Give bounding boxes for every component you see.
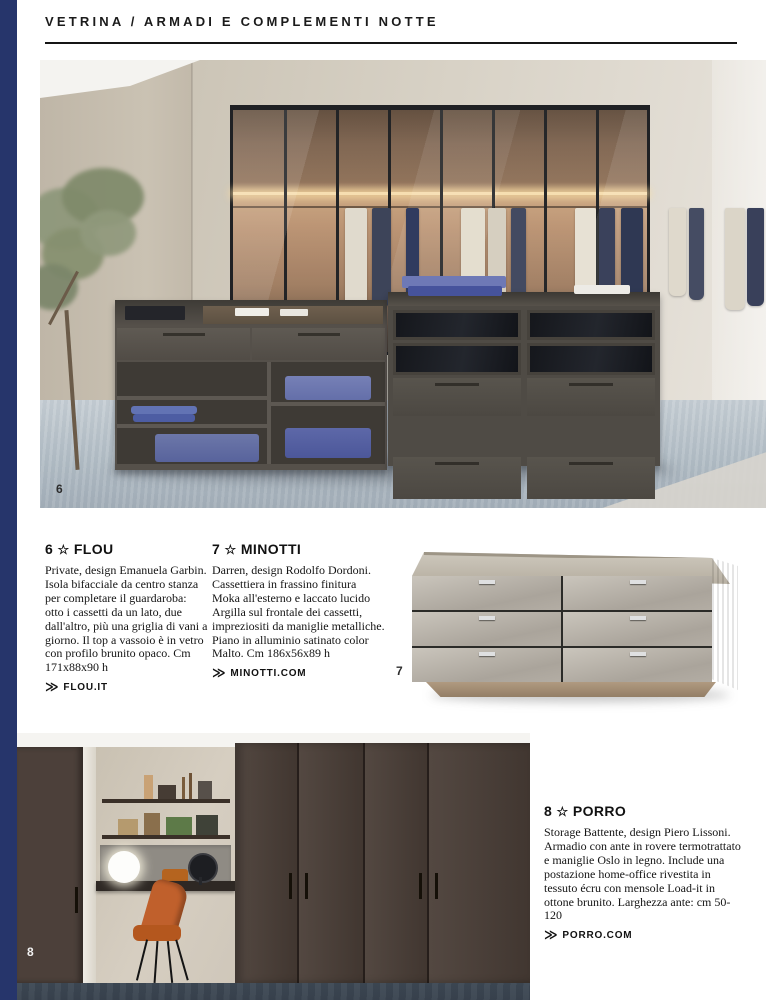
shelf bbox=[271, 402, 385, 406]
product-block-minotti bbox=[212, 542, 386, 681]
star-icon: ☆ bbox=[57, 542, 70, 557]
product-title-porro bbox=[544, 804, 744, 819]
hanging-garment bbox=[669, 208, 686, 296]
door-handle bbox=[419, 873, 422, 899]
blue-towel bbox=[131, 406, 197, 414]
star-icon: ☆ bbox=[224, 542, 237, 557]
island-drawers bbox=[117, 328, 385, 360]
door-seam bbox=[427, 743, 429, 983]
frame bbox=[198, 781, 212, 799]
product-number: 8 bbox=[544, 803, 553, 819]
product-title-minotti bbox=[212, 542, 386, 557]
box bbox=[158, 785, 176, 799]
product-title-flou bbox=[45, 542, 208, 557]
drawer bbox=[117, 328, 250, 360]
drawer bbox=[412, 576, 561, 610]
candlestick bbox=[182, 777, 185, 799]
drawer bbox=[393, 457, 521, 499]
left-accent-bar bbox=[0, 0, 17, 1000]
dresser-plinth bbox=[426, 682, 716, 697]
drawer bbox=[393, 378, 521, 416]
drawer-column bbox=[393, 310, 521, 462]
brand-name: MINOTTI bbox=[240, 541, 302, 557]
home-office-niche bbox=[96, 747, 235, 983]
glass-drawer bbox=[393, 310, 521, 340]
island-left-module bbox=[115, 300, 387, 470]
blue-sweater bbox=[285, 428, 371, 458]
photo-label-7: 7 bbox=[396, 664, 403, 678]
arrow-icon: ≫ bbox=[212, 666, 227, 682]
product-link-row bbox=[544, 928, 744, 943]
papers bbox=[235, 308, 269, 316]
orange-chair-seat bbox=[133, 925, 181, 941]
hanging-garment bbox=[689, 208, 704, 300]
papers bbox=[280, 309, 308, 316]
door-handle bbox=[75, 887, 78, 913]
brand-name: FLOU bbox=[73, 541, 114, 557]
drawer bbox=[563, 576, 712, 610]
door-shading bbox=[365, 743, 427, 983]
product-block-porro bbox=[544, 804, 744, 943]
divider bbox=[267, 362, 271, 464]
door-seam bbox=[363, 743, 365, 983]
round-mirror bbox=[188, 853, 218, 883]
product-description: Storage Battente, design Piero Lissoni. Armadio con ante in rovere termotrattato e maniglie Oslo in legno. Include una postazione home-office rivestita in tessuto écru con mensole Load-it in ottone brunito. Larghezza ante: cm 50-120 bbox=[544, 825, 741, 923]
drawer bbox=[527, 378, 655, 416]
hanging-garment bbox=[345, 208, 367, 313]
hanging-garment bbox=[511, 208, 526, 298]
product-number: 6 bbox=[45, 541, 54, 557]
arrow-icon: ≫ bbox=[45, 680, 60, 696]
shelf bbox=[102, 799, 230, 803]
door-shading bbox=[299, 743, 363, 983]
door-handle bbox=[435, 873, 438, 899]
glass-drawer bbox=[393, 343, 521, 375]
open-shelving bbox=[117, 362, 385, 464]
page-number: 8 bbox=[27, 945, 34, 959]
product-url: FLOU.IT bbox=[63, 681, 108, 693]
mirror-stand bbox=[199, 877, 202, 885]
door-shading bbox=[235, 743, 297, 983]
glass-drawer bbox=[527, 310, 655, 340]
product-url: MINOTTI.COM bbox=[230, 667, 307, 679]
product-link-row bbox=[45, 680, 208, 695]
header-rule bbox=[45, 42, 737, 44]
blue-sweater bbox=[285, 376, 371, 400]
drawer bbox=[527, 457, 655, 499]
product-block-flou bbox=[45, 542, 208, 695]
dresser-photo bbox=[390, 540, 766, 716]
arrow-icon: ≫ bbox=[544, 928, 559, 944]
box bbox=[118, 819, 138, 835]
drawer bbox=[252, 328, 385, 360]
door-seam bbox=[297, 743, 299, 983]
blue-towel-on-top bbox=[408, 286, 502, 296]
product-description: Darren, design Rodolfo Dordoni. Cassettiera in frassino finitura Moka all'esterno e laccato lucido Argilla sul frontale dei cassetti, impreziositi da maniglie metalliche. Piano in alluminio satinato color Malto. Cm 186x56x89 h bbox=[212, 563, 385, 661]
door-handle bbox=[305, 873, 308, 899]
dark-books bbox=[196, 815, 218, 835]
hero-photo-walkin-closet bbox=[40, 60, 766, 508]
brand-name: PORRO bbox=[572, 803, 627, 819]
shelf bbox=[117, 396, 267, 400]
white-boxes-on-top bbox=[574, 285, 630, 294]
product-url: PORRO.COM bbox=[562, 929, 633, 941]
shelf bbox=[117, 424, 267, 428]
door-shading bbox=[429, 743, 530, 983]
sphere-lamp bbox=[108, 851, 140, 883]
blue-blanket bbox=[155, 434, 259, 462]
drawer bbox=[563, 612, 712, 646]
open-door-jamb bbox=[83, 747, 96, 983]
figurine bbox=[144, 775, 153, 799]
dresser-dark-side-panel bbox=[712, 556, 738, 690]
product-link-row bbox=[212, 666, 386, 681]
green-books bbox=[166, 817, 192, 835]
books bbox=[144, 813, 160, 835]
drawer-column bbox=[527, 310, 655, 462]
tray-accessories bbox=[125, 306, 185, 320]
product-number: 7 bbox=[212, 541, 221, 557]
page-title: VETRINA / ARMADI E COMPLEMENTI NOTTE bbox=[45, 14, 439, 29]
shelf bbox=[102, 835, 230, 839]
drawer bbox=[412, 648, 561, 682]
island-right-module bbox=[388, 292, 660, 466]
dresser-drawer-front bbox=[412, 576, 712, 682]
door-handle bbox=[289, 873, 292, 899]
star-icon: ☆ bbox=[556, 804, 569, 819]
hanging-garment bbox=[725, 208, 745, 310]
drawer bbox=[563, 648, 712, 682]
wardrobe-photo bbox=[17, 733, 530, 1000]
product-description: Private, design Emanuela Garbin. Isola bifacciale da centro stanza per completare il guardaroba: otto i cassetti da un lato, due dall'altro, più una griglia di vani a giorno. Il top a vassoio è in vetro con profilo brunito opaco. Cm 171x88x90 h bbox=[45, 563, 208, 675]
photo-label-6: 6 bbox=[56, 482, 63, 496]
tree-foliage bbox=[80, 210, 136, 256]
drawer bbox=[412, 612, 561, 646]
blue-towel bbox=[133, 414, 195, 422]
wardrobe-doors-right bbox=[235, 743, 530, 983]
glass-drawer bbox=[527, 343, 655, 375]
candlestick bbox=[189, 773, 192, 799]
hanging-garment bbox=[747, 208, 764, 306]
